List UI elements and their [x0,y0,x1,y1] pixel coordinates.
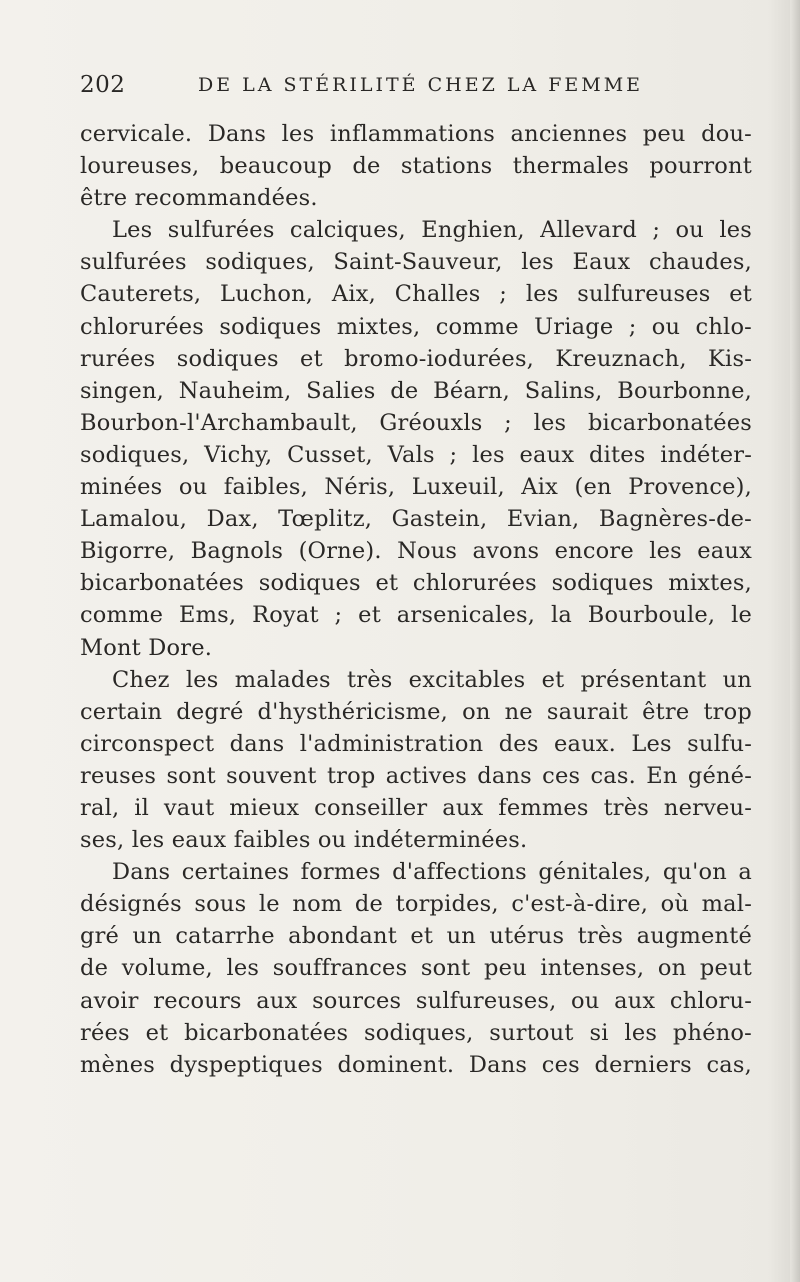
running-head [80,72,770,102]
text-line: être recommandées. [80,185,318,212]
text-line: avoir recours aux sources sulfureuses, ou aux chloru- [80,987,752,1014]
text-line: Mont Dore. [80,634,213,661]
text-line: chlorurées sodiques mixtes, comme Uriage ; ou chlo- [80,313,752,340]
text-line: Cauterets, Luchon, Aix, Challes ; les sulfureuses et [80,281,752,308]
running-title: DE LA STÉRILITÉ CHEZ LA FEMME [198,74,644,96]
text-line: gré un catarrhe abondant et un utérus très augmenté [80,923,752,950]
text-line: ral, il vaut mieux conseiller aux femmes très nerveu- [80,794,752,821]
text-line: sulfurées sodiques, Saint-Sauveur, les Eaux chaudes, [80,249,752,276]
text-line: Dans certaines formes d'affections génitales, qu'on a [112,859,752,886]
text-line: mènes dyspeptiques dominent. Dans ces derniers cas, [80,1051,752,1078]
text-line: de volume, les souffrances sont peu intenses, on peut [80,955,752,982]
text-line: Bourbon-l'Archambault, Gréouxls ; les bicarbonatées [80,409,752,436]
text-line: sodiques, Vichy, Cusset, Vals ; les eaux dites indéter- [80,441,752,468]
text-line: rées et bicarbonatées sodiques, surtout si les phéno- [80,1019,752,1046]
text-line: Les sulfurées calciques, Enghien, Allevard ; ou les [112,217,752,244]
text-line: minées ou faibles, Néris, Luxeuil, Aix (en Provence), [80,474,752,501]
text-line: Chez les malades très excitables et présentant un [112,666,752,693]
text-line: singen, Nauheim, Salies de Béarn, Salins, Bourbonne, [80,377,752,404]
text-line: cervicale. Dans les inflammations anciennes peu dou- [80,121,752,147]
text-line: loureuses, beaucoup de stations thermales pourront [80,153,752,180]
text-line: certain degré d'hysthéricisme, on ne saurait être trop [80,698,752,725]
body-text [80,118,752,1081]
text-line: comme Ems, Royat ; et arsenicales, la Bourboule, le [80,602,752,629]
text-line: Lamalou, Dax, Tœplitz, Gastein, Evian, Bagnères-de- [80,506,752,533]
page-number: 202 [80,72,126,98]
text-line: bicarbonatées sodiques et chlorurées sodiques mixtes, [80,570,752,597]
page-edge-shadow [790,0,800,1282]
text-line: circonspect dans l'administration des eaux. Les sulfu- [80,730,752,757]
text-line: rurées sodiques et bromo-iodurées, Kreuznach, Kis- [80,345,752,372]
text-line: ses, les eaux faibles ou indéterminées. [80,827,528,854]
text-line: reuses sont souvent trop actives dans ces cas. En géné- [80,762,752,789]
text-line: désignés sous le nom de torpides, c'est-à-dire, où mal- [80,891,752,918]
text-line: Bigorre, Bagnols (Orne). Nous avons encore les eaux [80,538,752,565]
